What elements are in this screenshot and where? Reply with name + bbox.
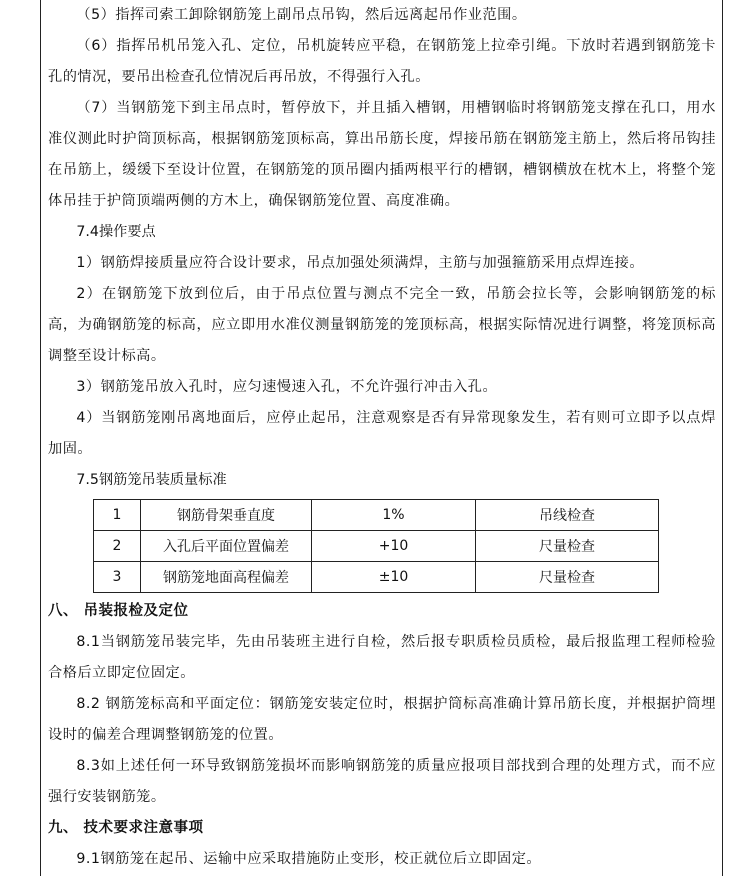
quality-standard-table — [93, 499, 659, 593]
section-8-heading: 八、 吊装报检及定位 — [48, 603, 189, 619]
page-border-left — [40, 0, 41, 876]
paragraph-8-3: 8.3如上述任何一环导致钢筋笼损坏而影响钢筋笼的质量应报项目部找到合理的处理方式，而不应强行安装钢筋笼。 — [48, 758, 716, 805]
list-item: 3）钢筋笼吊放入孔时，应匀速慢速入孔，不允许强行冲击入孔。 — [76, 379, 498, 395]
document-body — [48, 0, 716, 875]
table-row — [94, 500, 659, 531]
paragraph-8-2: 8.2 钢筋笼标高和平面定位：钢筋笼安装定位时，根据护筒标高准确计算吊筋长度，并根据护筒埋设时的偏差合理调整钢筋笼的位置。 — [48, 696, 716, 743]
paragraph-step-6: （6）指挥吊机吊笼入孔、定位，吊机旋转应平稳，在钢筋笼上拉牵引绳。下放时若遇到钢筋笼卡孔的情况，要吊出检查孔位情况后再吊放，不得强行入孔。 — [48, 38, 716, 85]
table-cell: 3 — [94, 562, 141, 593]
table-cell: 2 — [94, 531, 141, 562]
table-cell: 吊线检查 — [476, 500, 659, 531]
paragraph-8-1: 8.1当钢筋笼吊装完毕，先由吊装班主进行自检，然后报专职质检员质检，最后报监理工程师检验合格后立即定位固定。 — [48, 634, 716, 681]
paragraph-step-5: （5）指挥司索工卸除钢筋笼上副吊点吊钩，然后远离起吊作业范围。 — [76, 7, 527, 23]
table-cell: ±10 — [312, 562, 476, 593]
table-row — [94, 531, 659, 562]
table-cell: 1% — [312, 500, 476, 531]
section-9-heading: 九、 技术要求注意事项 — [48, 820, 204, 836]
table-cell: 钢筋笼地面高程偏差 — [141, 562, 312, 593]
table-cell: 钢筋骨架垂直度 — [141, 500, 312, 531]
section-7-5-title: 7.5钢筋笼吊装质量标准 — [76, 472, 227, 488]
table-cell: 1 — [94, 500, 141, 531]
table-cell: +10 — [312, 531, 476, 562]
paragraph-9-1: 9.1钢筋笼在起吊、运输中应采取措施防止变形，校正就位后立即固定。 — [76, 851, 542, 867]
table-cell: 尺量检查 — [476, 531, 659, 562]
list-item: 1）钢筋焊接质量应符合设计要求，吊点加强处须满焊，主筋与加强箍筋采用点焊连接。 — [76, 255, 645, 271]
paragraph-step-7: （7）当钢筋笼下到主吊点时，暂停放下，并且插入槽钢，用槽钢临时将钢筋笼支撑在孔口，用水准仪测此时护筒顶标高，根据钢筋笼顶标高，算出吊筋长度，焊接吊筋在钢筋笼主筋上，然后将吊钩挂在吊筋上，缓缓下至设计位置，在钢筋笼的顶吊圈内插两根平行的槽钢，槽钢横放在枕木上，将整个笼体吊挂于护筒顶端两侧的方木上，确保钢筋笼位置、高度准确。 — [48, 100, 716, 209]
table-cell: 入孔后平面位置偏差 — [141, 531, 312, 562]
table-row — [94, 562, 659, 593]
list-item: 2）在钢筋笼下放到位后，由于吊点位置与测点不完全一致，吊筋会拉长等，会影响钢筋笼的标高，为确钢筋笼的标高，应立即用水准仪测量钢筋笼的笼顶标高，根据实际情况进行调整，将笼顶标高调整至设计标高。 — [48, 286, 716, 364]
list-item: 4）当钢筋笼刚吊离地面后，应停止起吊，注意观察是否有异常现象发生，若有则可立即予以点焊加固。 — [48, 410, 716, 457]
table-cell: 尺量检查 — [476, 562, 659, 593]
section-7-4-title: 7.4操作要点 — [76, 224, 156, 240]
page-border-right — [722, 0, 723, 876]
